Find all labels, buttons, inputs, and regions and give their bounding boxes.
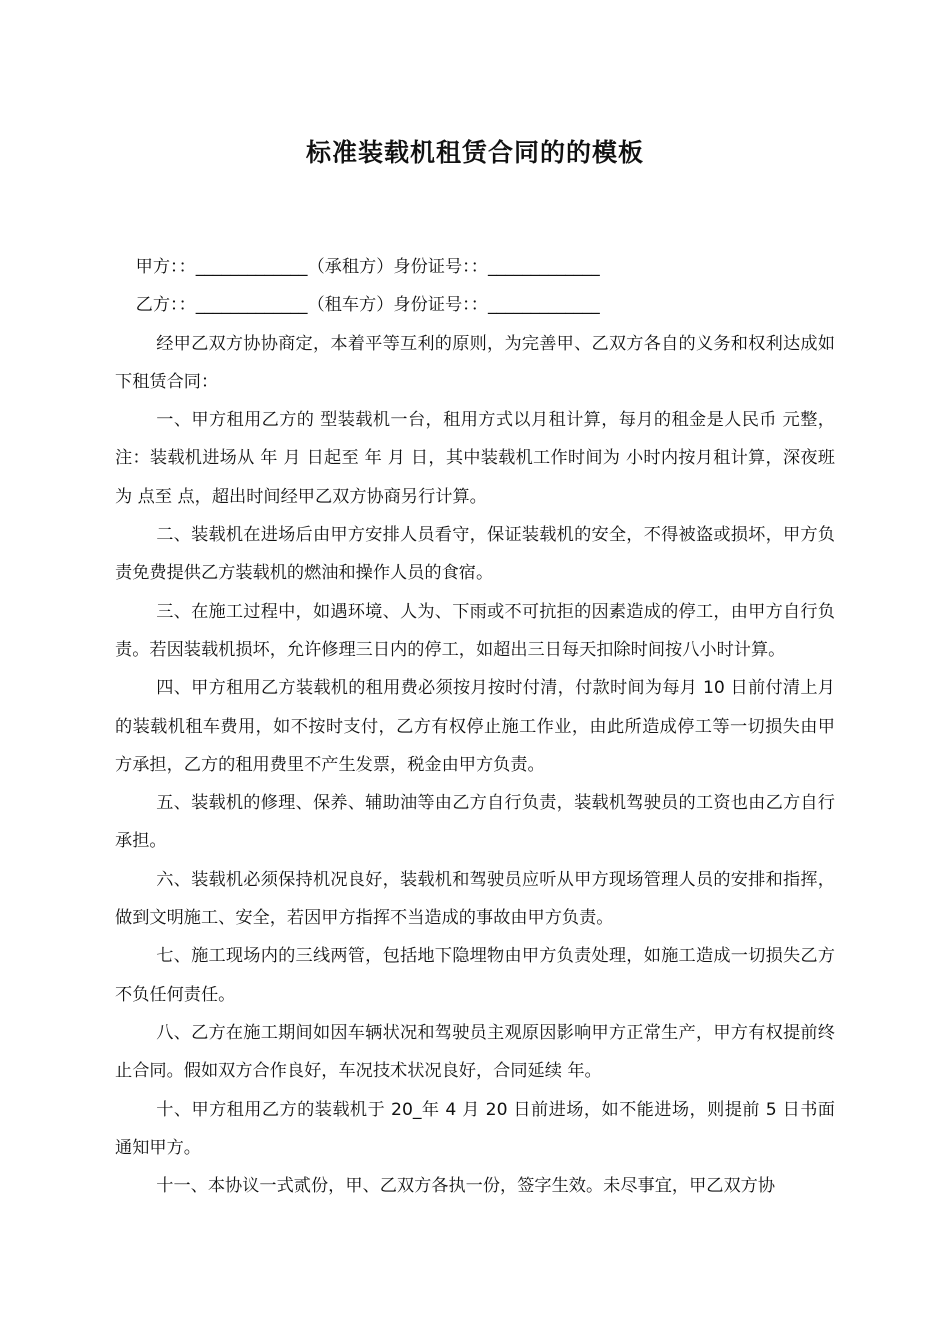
clause-10: 十、甲方租用乙方的装载机于 20_年 4 月 20 日前进场，如不能进场，则提前 5 日书面通知甲方。 <box>115 1099 835 1158</box>
document-title: 标准装载机租赁合同的的模板 <box>305 138 644 167</box>
clause-7: 七、施工现场内的三线两管，包括地下隐埋物由甲方负责处理，如施工造成一切损失乙方不负任何责任。 <box>115 946 835 1005</box>
clause-1: 一、甲方租用乙方的 型装载机一台，租用方式以月租计算，每月的租金是人民币 元整，注：装载机进场从 年 月 日起至 年 月 日，其中装载机工作时间为 小时内按月租计算，深夜班为 点至 点，超出时间经甲乙双方协商另行计算。 <box>115 410 835 507</box>
clause-6: 六、装载机必须保持机况良好，装载机和驾驶员应听从甲方现场管理人员的安排和指挥，做到文明施工、安全，若因甲方指挥不当造成的事故由甲方负责。 <box>115 869 835 929</box>
document-body <box>115 248 835 1205</box>
clause-5: 五、装载机的修理、保养、辅助油等由乙方自行负责，装载机驾驶员的工资也由乙方自行承担。 <box>115 793 835 852</box>
clause-4: 四、甲方租用乙方装载机的租用费必须按月按时付清，付款时间为每月 10 日前付清上月的装载机租车费用，如不按时支付，乙方有权停止施工作业，由此所造成停工等一切损失由甲方承担，乙方的租用费里不产生发票，税金由甲方负责。 <box>115 678 835 775</box>
preamble-paragraph: 经甲乙双方协协商定，本着平等互利的原则，为完善甲、乙双方各自的义务和权利达成如下租赁合同： <box>115 333 835 392</box>
clause-2: 二、装载机在进场后由甲方安排人员看守，保证装载机的安全，不得被盗或损坏，甲方负责免费提供乙方装载机的燃油和操作人员的食宿。 <box>115 525 835 584</box>
clause-8: 八、乙方在施工期间如因车辆状况和驾驶员主观原因影响甲方正常生产，甲方有权提前终止合同。假如双方合作良好，车况技术状况良好，合同延续 年。 <box>115 1022 835 1082</box>
party-b-line: 乙方：：_____________（租车方）身份证号：：_____________ <box>135 295 600 316</box>
clause-11: 十一、本协议一式贰份，甲、乙双方各执一份，签字生效。未尽事宜，甲乙双方协 <box>156 1176 776 1197</box>
party-a-line: 甲方：：_____________（承租方）身份证号：：_____________ <box>135 257 600 277</box>
clause-3: 三、在施工过程中，如遇环境、人为、下雨或不可抗拒的因素造成的停工，由甲方自行负责。若因装载机损坏，允许修理三日内的停工，如超出三日每天扣除时间按八小时计算。 <box>115 601 835 660</box>
